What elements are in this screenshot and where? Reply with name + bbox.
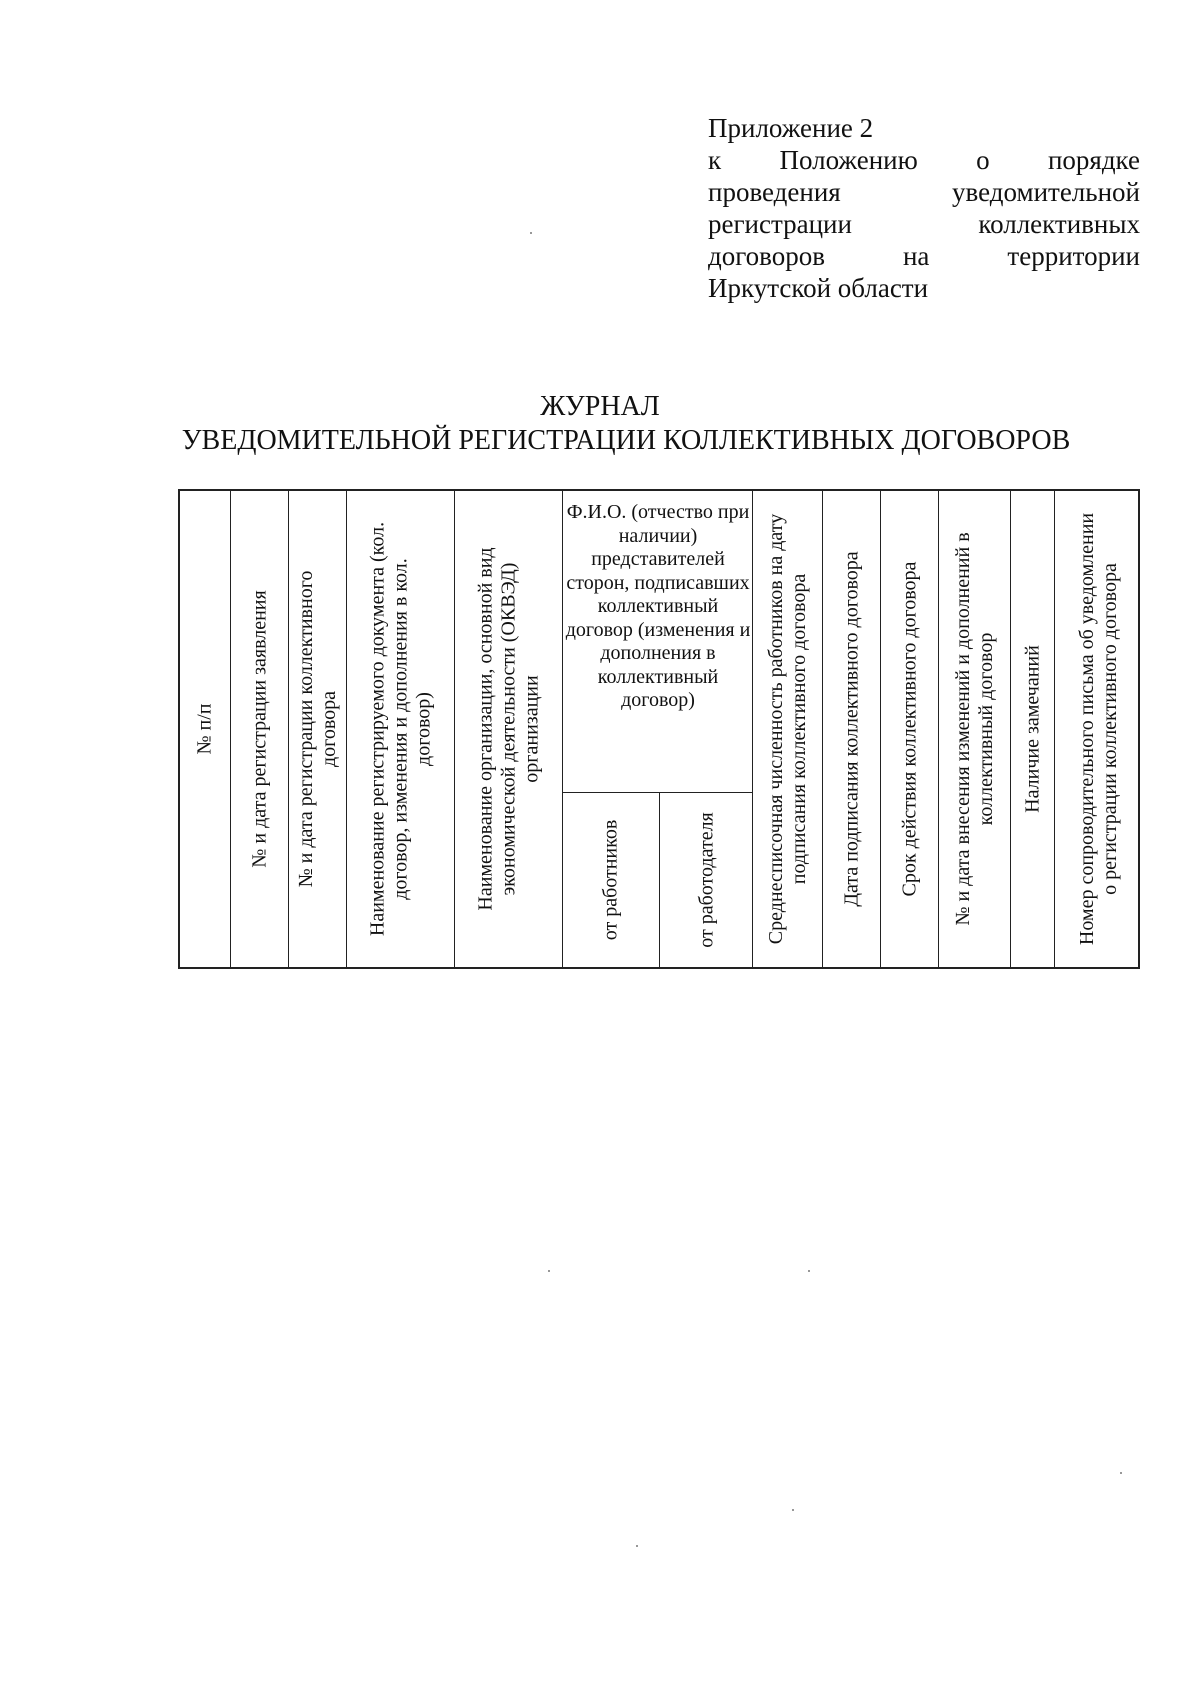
table-column: [938, 491, 1011, 967]
table-column: [880, 491, 939, 967]
appendix-word: Иркутской области: [708, 273, 929, 303]
document-title: ЖУРНАЛ: [540, 391, 660, 422]
appendix-word: проведения: [708, 177, 841, 207]
appendix-word: на: [902, 241, 930, 271]
appendix-word: коллективных: [978, 209, 1140, 239]
appendix-word: порядке: [1047, 145, 1140, 175]
table-column: [1010, 491, 1055, 967]
column-header: Наличие замечаний: [1021, 645, 1044, 813]
table-column: [230, 491, 289, 967]
appendix-line: [708, 112, 1140, 144]
column-header: Номер сопроводительного письма об уведомлении о регистрации коллективного договора: [1076, 512, 1121, 946]
appendix-line: [708, 208, 1140, 240]
appendix-word: территории: [1007, 241, 1140, 271]
table-column: [346, 491, 455, 967]
appendix-word: о: [976, 145, 990, 175]
table-column: [822, 491, 881, 967]
subcolumn-header: от работодателя: [695, 812, 718, 948]
table-column: [288, 491, 347, 967]
table-column-group: [562, 491, 753, 967]
document-subtitle: УВЕДОМИТЕЛЬНОЙ РЕГИСТРАЦИИ КОЛЛЕКТИВНЫХ ДОГОВОРОВ: [181, 425, 1071, 456]
table-subcolumn: [563, 793, 659, 967]
scan-speck: [530, 232, 532, 234]
column-header: Наименование организации, основной вид экономической деятельности (ОКВЭД) организации: [474, 547, 543, 911]
appendix-word: Приложение 2: [708, 113, 874, 143]
scan-speck: [548, 1270, 550, 1272]
column-header: № п/п: [193, 703, 216, 755]
appendix-line: [708, 176, 1140, 208]
scan-speck: [636, 1545, 638, 1547]
subcolumn-header: от работников: [599, 819, 622, 941]
appendix-line: [708, 272, 1140, 304]
table-column: [1054, 491, 1143, 967]
appendix-line: [708, 240, 1140, 272]
column-header: Срок действия коллективного договора: [898, 561, 921, 897]
scan-speck: [792, 1509, 794, 1511]
appendix-line: [708, 144, 1140, 176]
table-column: [180, 491, 230, 967]
appendix-block: [708, 112, 1140, 304]
column-header: Наименование регистрируемого документа (кол. договор, изменения и дополнения в кол. договор): [366, 521, 435, 937]
table-column: [752, 491, 823, 967]
appendix-word: договоров: [708, 241, 825, 271]
column-header: № и дата внесения изменений и дополнений в коллективный договор: [952, 532, 997, 926]
appendix-word: уведомительной: [952, 177, 1140, 207]
column-header: № и дата регистрации коллективного договора: [295, 570, 340, 888]
appendix-word: Положению: [779, 145, 918, 175]
column-group-header: Ф.И.О. (отчество при наличии) представителей сторон, подписавших коллективный договор (изменения и дополнения в коллективный договор): [563, 491, 753, 793]
table-column: [454, 491, 563, 967]
scan-speck: [808, 1270, 810, 1272]
journal-table: [178, 489, 1140, 969]
scan-speck: [1120, 1472, 1122, 1474]
column-header: Дата подписания коллективного договора: [840, 551, 863, 907]
column-header: Среднесписочная численность работников на дату подписания коллективного договора: [765, 513, 810, 945]
column-header: № и дата регистрации заявления: [248, 590, 271, 868]
table-subcolumn: [659, 793, 754, 967]
appendix-word: регистрации: [708, 209, 852, 239]
appendix-word: к: [708, 145, 722, 175]
